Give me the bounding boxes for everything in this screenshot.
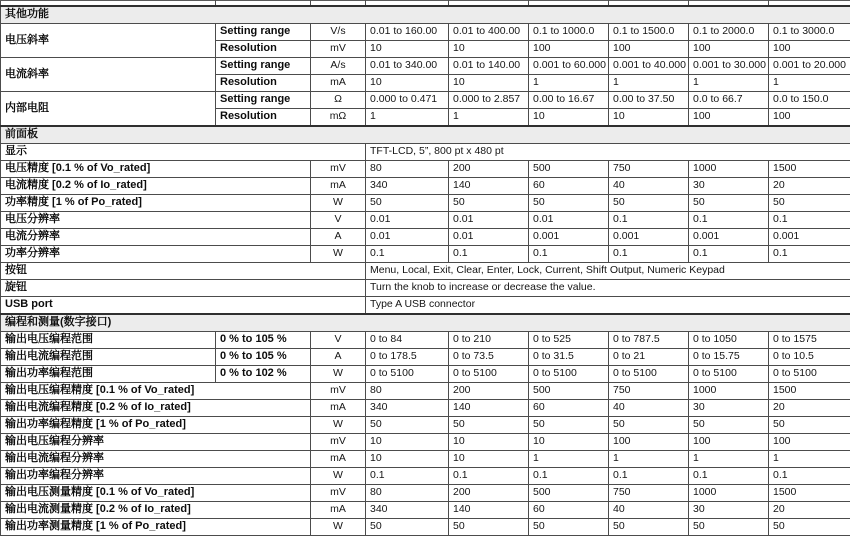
value-cell: 0.1 (689, 246, 769, 263)
value-cell: 0.0 to 66.7 (689, 92, 769, 109)
value-cell: 50 (366, 417, 449, 434)
unit-cell: mA (311, 75, 366, 92)
value-cell: 0.01 to 400.00 (449, 24, 529, 41)
value-cell: 1500 (769, 383, 850, 400)
value-cell: 0 to 1050 (689, 332, 769, 349)
spec-label-cell: 输出电压编程分辨率 (1, 434, 311, 451)
value-cell: 0.01 (449, 229, 529, 246)
sub-label-cell: Setting range (216, 24, 311, 41)
value-cell: 1 (529, 75, 609, 92)
unit-cell: Ω (311, 92, 366, 109)
value-cell: 0 to 84 (366, 332, 449, 349)
value-cell: 30 (689, 400, 769, 417)
value-cell: 40 (609, 502, 689, 519)
value-cell: 0.001 to 60.000 (529, 58, 609, 75)
section-header-cell: 前面板 (1, 126, 850, 144)
value-cell: 750 (609, 485, 689, 502)
spec-label-cell: 输出电流测量精度 [0.2 % of Io_rated] (1, 502, 311, 519)
spec-label-cell: 内部电阻 (1, 92, 216, 127)
spec-label-cell: 旋钮 (1, 280, 366, 297)
full-value-cell: Type A USB connector (366, 297, 850, 315)
unit-cell: V (311, 212, 366, 229)
value-cell: 20 (769, 178, 850, 195)
value-cell: 0 to 5100 (529, 366, 609, 383)
value-cell: 0 to 5100 (449, 366, 529, 383)
full-value-cell: Turn the knob to increase or decrease the value. (366, 280, 850, 297)
value-cell: 1500 (769, 161, 850, 178)
value-cell: 50 (366, 195, 449, 212)
value-cell: 0.01 (449, 212, 529, 229)
unit-cell: mV (311, 41, 366, 58)
value-cell: 0 to 31.5 (529, 349, 609, 366)
value-cell: 0.001 to 20.000 (769, 58, 850, 75)
spec-label-cell: 电压分辨率 (1, 212, 311, 229)
value-cell: 140 (449, 502, 529, 519)
value-cell: 500 (529, 485, 609, 502)
value-cell: 0.00 to 37.50 (609, 92, 689, 109)
value-cell: 100 (689, 41, 769, 58)
value-cell: 50 (449, 417, 529, 434)
section-header-cell: 编程和测量(数字接口) (1, 314, 850, 332)
value-cell: 10 (529, 434, 609, 451)
unit-cell: A (311, 229, 366, 246)
value-cell: 50 (529, 417, 609, 434)
value-cell: 100 (609, 434, 689, 451)
section-header-cell: 其他功能 (1, 6, 850, 24)
value-cell: 50 (769, 519, 850, 536)
value-cell: 10 (609, 109, 689, 127)
value-cell: 0.1 (769, 468, 850, 485)
value-cell: 80 (366, 485, 449, 502)
value-cell: 20 (769, 400, 850, 417)
spec-label-cell: 电流分辨率 (1, 229, 311, 246)
value-cell: 10 (366, 451, 449, 468)
spec-label-cell: 输出电压测量精度 [0.1 % of Vo_rated] (1, 485, 311, 502)
value-cell: 0.1 (529, 246, 609, 263)
value-cell: 0 to 5100 (609, 366, 689, 383)
value-cell: 0.000 to 0.471 (366, 92, 449, 109)
value-cell: 40 (609, 400, 689, 417)
full-value-cell: TFT-LCD, 5”, 800 pt x 480 pt (366, 144, 850, 161)
value-cell: 50 (366, 519, 449, 536)
unit-cell: mV (311, 485, 366, 502)
value-cell: 10 (366, 41, 449, 58)
spec-label-cell: 输出电压编程范围 (1, 332, 216, 349)
value-cell: 0.1 to 1000.0 (529, 24, 609, 41)
value-cell: 30 (689, 178, 769, 195)
value-cell: 0 to 10.5 (769, 349, 850, 366)
value-cell: 0.01 (366, 229, 449, 246)
value-cell: 50 (449, 519, 529, 536)
value-cell: 1 (609, 75, 689, 92)
unit-cell: A/s (311, 58, 366, 75)
value-cell: 1 (769, 451, 850, 468)
value-cell: 0.1 (609, 212, 689, 229)
value-cell: 200 (449, 161, 529, 178)
value-cell: 100 (769, 109, 850, 127)
value-cell: 50 (529, 195, 609, 212)
value-cell: 0.01 (529, 212, 609, 229)
spec-label-cell: 输出功率编程范围 (1, 366, 216, 383)
unit-cell: W (311, 195, 366, 212)
spec-table-body (1, 1, 850, 536)
unit-cell: W (311, 519, 366, 536)
value-cell: 50 (609, 417, 689, 434)
value-cell: 0 to 210 (449, 332, 529, 349)
value-cell: 50 (769, 195, 850, 212)
full-value-cell: Menu, Local, Exit, Clear, Enter, Lock, Current, Shift Output, Numeric Keypad (366, 263, 850, 280)
spec-label-cell: 功率精度 [1 % of Po_rated] (1, 195, 311, 212)
spec-label-cell: 输出电流编程范围 (1, 349, 216, 366)
value-cell: 0.01 to 160.00 (366, 24, 449, 41)
sub-label-cell: Setting range (216, 58, 311, 75)
value-cell: 100 (689, 109, 769, 127)
value-cell: 1000 (689, 485, 769, 502)
value-cell: 0 to 15.75 (689, 349, 769, 366)
spec-label-cell: 输出功率编程分辨率 (1, 468, 311, 485)
value-cell: 0.001 to 40.000 (609, 58, 689, 75)
value-cell: 500 (529, 161, 609, 178)
value-cell: 0.1 (689, 212, 769, 229)
value-cell: 1 (689, 451, 769, 468)
value-cell: 50 (769, 417, 850, 434)
sub-label-cell: Resolution (216, 109, 311, 127)
value-cell: 0.00 to 16.67 (529, 92, 609, 109)
unit-cell: mA (311, 451, 366, 468)
value-cell: 0.1 (366, 246, 449, 263)
unit-cell: mA (311, 400, 366, 417)
value-cell: 100 (689, 434, 769, 451)
value-cell: 10 (366, 434, 449, 451)
spec-label-cell: 电流斜率 (1, 58, 216, 92)
value-cell: 0.1 to 3000.0 (769, 24, 850, 41)
value-cell: 0 to 787.5 (609, 332, 689, 349)
value-cell: 0 to 1575 (769, 332, 850, 349)
value-cell: 200 (449, 383, 529, 400)
value-cell: 10 (449, 75, 529, 92)
unit-cell: W (311, 468, 366, 485)
value-cell: 1500 (769, 485, 850, 502)
unit-cell: mV (311, 434, 366, 451)
value-cell: 500 (529, 383, 609, 400)
unit-cell: W (311, 246, 366, 263)
value-cell: 0.0 to 150.0 (769, 92, 850, 109)
sub-label-cell: 0 % to 105 % (216, 349, 311, 366)
value-cell: 0.1 (529, 468, 609, 485)
value-cell: 40 (609, 178, 689, 195)
value-cell: 50 (609, 519, 689, 536)
value-cell: 10 (449, 41, 529, 58)
value-cell: 0.001 (769, 229, 850, 246)
value-cell: 50 (689, 519, 769, 536)
unit-cell: W (311, 417, 366, 434)
value-cell: 60 (529, 502, 609, 519)
sub-label-cell: 0 % to 105 % (216, 332, 311, 349)
value-cell: 10 (366, 75, 449, 92)
value-cell: 1 (449, 109, 529, 127)
value-cell: 100 (769, 434, 850, 451)
value-cell: 50 (689, 195, 769, 212)
value-cell: 20 (769, 502, 850, 519)
value-cell: 50 (529, 519, 609, 536)
value-cell: 50 (449, 195, 529, 212)
value-cell: 100 (609, 41, 689, 58)
sub-label-cell: 0 % to 102 % (216, 366, 311, 383)
value-cell: 340 (366, 178, 449, 195)
value-cell: 0.001 (609, 229, 689, 246)
value-cell: 0 to 73.5 (449, 349, 529, 366)
value-cell: 200 (449, 485, 529, 502)
value-cell: 0 to 5100 (769, 366, 850, 383)
value-cell: 140 (449, 400, 529, 417)
value-cell: 0.000 to 2.857 (449, 92, 529, 109)
spec-label-cell: 显示 (1, 144, 366, 161)
value-cell: 10 (449, 434, 529, 451)
spec-label-cell: 电压精度 [0.1 % of Vo_rated] (1, 161, 311, 178)
value-cell: 0.001 (689, 229, 769, 246)
value-cell: 100 (529, 41, 609, 58)
spec-label-cell: 输出电流编程精度 [0.2 % of Io_rated] (1, 400, 311, 417)
spec-label-cell: 按钮 (1, 263, 366, 280)
value-cell: 80 (366, 383, 449, 400)
value-cell: 0.1 (609, 468, 689, 485)
value-cell: 0 to 525 (529, 332, 609, 349)
value-cell: 0.1 (609, 246, 689, 263)
spec-label-cell: 输出功率编程精度 [1 % of Po_rated] (1, 417, 311, 434)
spec-label-cell: 输出功率测量精度 [1 % of Po_rated] (1, 519, 311, 536)
unit-cell: mV (311, 161, 366, 178)
value-cell: 0.1 (449, 246, 529, 263)
value-cell: 30 (689, 502, 769, 519)
spec-label-cell: 功率分辨率 (1, 246, 311, 263)
value-cell: 60 (529, 178, 609, 195)
value-cell: 100 (769, 41, 850, 58)
value-cell: 0.1 (769, 246, 850, 263)
sub-label-cell: Resolution (216, 75, 311, 92)
value-cell: 0 to 178.5 (366, 349, 449, 366)
value-cell: 1 (529, 451, 609, 468)
value-cell: 340 (366, 400, 449, 417)
spec-label-cell: 电压斜率 (1, 24, 216, 58)
value-cell: 50 (609, 195, 689, 212)
value-cell: 1000 (689, 383, 769, 400)
value-cell: 0.01 (366, 212, 449, 229)
value-cell: 1000 (689, 161, 769, 178)
value-cell: 1 (769, 75, 850, 92)
sub-label-cell: Setting range (216, 92, 311, 109)
unit-cell: mA (311, 502, 366, 519)
value-cell: 0.1 (769, 212, 850, 229)
unit-cell: W (311, 366, 366, 383)
spec-label-cell: 电流精度 [0.2 % of Io_rated] (1, 178, 311, 195)
value-cell: 60 (529, 400, 609, 417)
value-cell: 0.1 (449, 468, 529, 485)
value-cell: 0 to 5100 (366, 366, 449, 383)
value-cell: 0.1 to 1500.0 (609, 24, 689, 41)
value-cell: 0.1 to 2000.0 (689, 24, 769, 41)
value-cell: 0.001 to 30.000 (689, 58, 769, 75)
spec-label-cell: 输出电流编程分辨率 (1, 451, 311, 468)
unit-cell: A (311, 349, 366, 366)
unit-cell: V/s (311, 24, 366, 41)
value-cell: 10 (529, 109, 609, 127)
value-cell: 1 (689, 75, 769, 92)
value-cell: 0 to 21 (609, 349, 689, 366)
spec-label-cell: 输出电压编程精度 [0.1 % of Vo_rated] (1, 383, 311, 400)
value-cell: 340 (366, 502, 449, 519)
value-cell: 80 (366, 161, 449, 178)
value-cell: 0.01 to 340.00 (366, 58, 449, 75)
value-cell: 0.1 (366, 468, 449, 485)
spec-label-cell: USB port (1, 297, 366, 315)
value-cell: 0.1 (689, 468, 769, 485)
value-cell: 0 to 5100 (689, 366, 769, 383)
value-cell: 50 (689, 417, 769, 434)
unit-cell: mA (311, 178, 366, 195)
value-cell: 750 (609, 383, 689, 400)
unit-cell: V (311, 332, 366, 349)
value-cell: 10 (449, 451, 529, 468)
sub-label-cell: Resolution (216, 41, 311, 58)
value-cell: 0.01 to 140.00 (449, 58, 529, 75)
value-cell: 140 (449, 178, 529, 195)
value-cell: 750 (609, 161, 689, 178)
unit-cell: mV (311, 383, 366, 400)
value-cell: 0.001 (529, 229, 609, 246)
value-cell: 1 (366, 109, 449, 127)
value-cell: 1 (609, 451, 689, 468)
unit-cell: mΩ (311, 109, 366, 127)
